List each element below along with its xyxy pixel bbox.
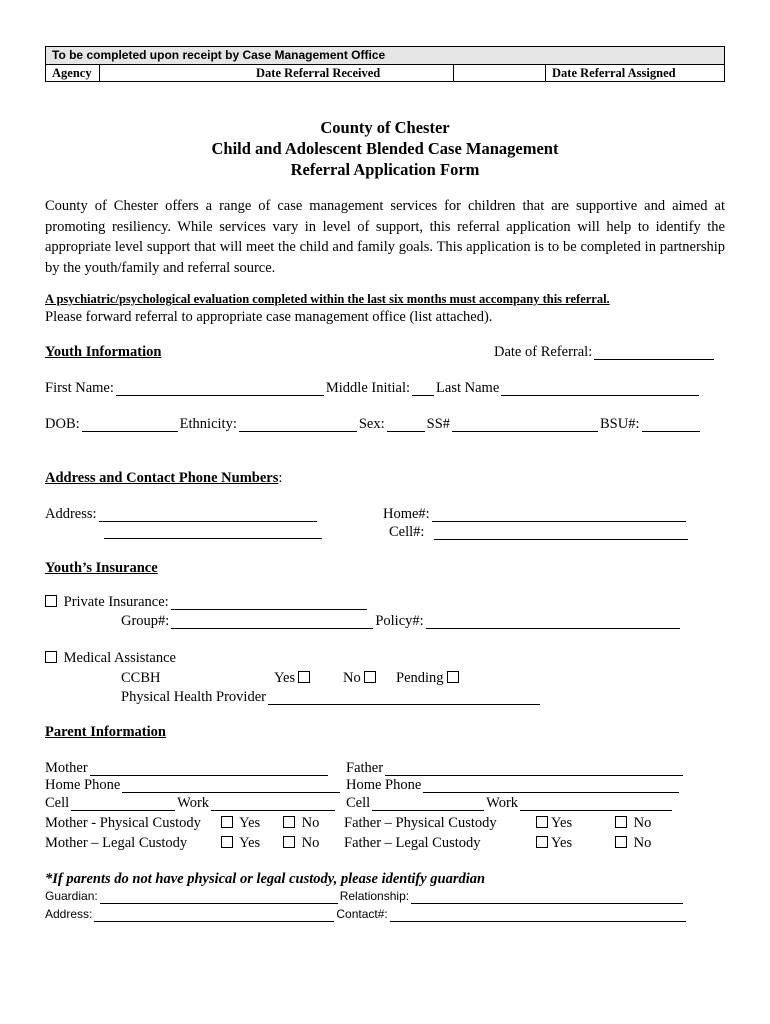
mother-legal-no-checkbox[interactable] [283, 836, 295, 848]
father-physical-no-checkbox[interactable] [615, 816, 627, 828]
office-use-heading: To be completed upon receipt by Case Management Office [46, 47, 724, 65]
ccbh-label: CCBH [121, 670, 161, 686]
father-home-phone-row [346, 777, 681, 794]
health-provider-row [121, 689, 542, 706]
ccbh-pending-label: Pending [396, 670, 444, 686]
date-of-referral-row [494, 344, 716, 361]
office-use-table [45, 46, 725, 82]
ccbh-pending-checkbox[interactable] [447, 671, 459, 683]
address-line1-input[interactable] [99, 507, 317, 522]
father-legal-yes-checkbox[interactable] [536, 836, 548, 848]
mother-label: Mother [45, 760, 88, 776]
agency-cell[interactable] [46, 65, 100, 82]
father-physical-no-label: No [633, 815, 652, 831]
mother-physical-no [280, 815, 319, 832]
date-of-referral-label: Date of Referral: [494, 344, 593, 360]
dob-label: DOB: [45, 416, 80, 432]
medical-assistance-label: Medical Assistance [63, 650, 176, 666]
mother-cell-label: Cell [45, 795, 70, 811]
mother-home-phone-row [45, 777, 342, 794]
ethnicity-input[interactable] [239, 417, 357, 432]
mother-physical-yes-checkbox[interactable] [221, 816, 233, 828]
father-physical-yes-label: Yes [551, 815, 573, 831]
mother-work-label: Work [177, 795, 210, 811]
group-input[interactable] [171, 614, 373, 629]
mother-physical-custody-label: Mother - Physical Custody [45, 815, 201, 831]
intro-paragraph: County of Chester offers a range of case management services for children that are supportive and aimed at promoting resiliency. While services vary in level of support, this referral application will help to identify the appropriate level support that will meet the child and family goals. This application is to be completed in partnership by the youth/family and referral source. [45, 198, 725, 276]
guardian-row [45, 889, 685, 904]
mother-legal-yes [218, 835, 260, 852]
dob-row [45, 416, 702, 433]
father-physical-no [612, 815, 651, 832]
father-label: Father [346, 760, 384, 776]
father-physical-yes-checkbox[interactable] [536, 816, 548, 828]
father-home-phone-input[interactable] [423, 778, 679, 793]
first-name-label: First Name: [45, 380, 114, 396]
date-received-label: Date Referral Received [256, 66, 381, 80]
father-row [346, 760, 685, 777]
mother-physical-yes-label: Yes [239, 815, 261, 831]
father-cell-work-row [346, 795, 674, 812]
address-row-1 [45, 506, 319, 523]
agency-label: Agency [52, 66, 92, 80]
mother-physical-yes [218, 815, 260, 832]
date-received-cell[interactable] [100, 65, 454, 82]
mother-input[interactable] [90, 761, 328, 776]
guardian-note: *If parents do not have physical or legal custody, please identify guardian [45, 871, 486, 887]
father-physical-custody-label: Father – Physical Custody [344, 815, 497, 831]
name-row [45, 380, 701, 397]
mother-cell-input[interactable] [71, 796, 175, 811]
health-provider-input[interactable] [268, 690, 540, 705]
home-number-label: Home#: [383, 506, 430, 522]
contact-input[interactable] [390, 907, 686, 922]
father-legal-no-label: No [633, 835, 652, 851]
ccbh-yes-option [274, 670, 313, 687]
address-heading [45, 470, 282, 487]
date-assigned-cell[interactable] [546, 65, 724, 82]
cell-number-label: Cell#: [389, 524, 425, 540]
title-form: Referral Application Form [290, 160, 480, 179]
mother-home-phone-label: Home Phone [45, 777, 121, 793]
father-cell-label: Cell [346, 795, 371, 811]
ccbh-yes-label: Yes [274, 670, 296, 686]
relationship-input[interactable] [411, 889, 683, 904]
address-heading-colon: : [278, 470, 283, 486]
cell-phone-row [389, 524, 690, 541]
mother-physical-no-checkbox[interactable] [283, 816, 295, 828]
date-of-referral-input[interactable] [594, 345, 714, 360]
relationship-label: Relationship: [339, 889, 410, 903]
medical-assistance-row [45, 650, 176, 667]
forward-instruction: Please forward referral to appropriate case management office (list attached). [45, 309, 493, 325]
guardian-input[interactable] [100, 889, 338, 904]
guardian-address-row [45, 907, 688, 922]
title-program: Child and Adolescent Blended Case Management [211, 139, 559, 158]
middle-initial-input[interactable] [412, 381, 434, 396]
private-insurance-label: Private Insurance: [63, 594, 169, 610]
father-work-label: Work [486, 795, 519, 811]
address-line2-input[interactable] [104, 524, 322, 539]
ccbh-no-label: No [343, 670, 361, 686]
father-legal-yes-label: Yes [551, 835, 573, 851]
policy-input[interactable] [426, 614, 680, 629]
policy-label: Policy#: [375, 613, 424, 629]
ccbh-yes-checkbox[interactable] [298, 671, 310, 683]
sex-input[interactable] [387, 417, 425, 432]
private-insurance-input[interactable] [171, 595, 367, 610]
address-label: Address: [45, 506, 97, 522]
ss-input[interactable] [452, 417, 598, 432]
dob-input[interactable] [82, 417, 178, 432]
last-name-label: Last Name [436, 380, 500, 396]
group-label: Group#: [121, 613, 170, 629]
mother-row [45, 760, 330, 777]
father-legal-custody-label: Father – Legal Custody [344, 835, 481, 851]
mother-work-input[interactable] [211, 796, 335, 811]
sex-label: Sex: [358, 416, 385, 432]
home-number-input[interactable] [432, 507, 686, 522]
father-work-input[interactable] [520, 796, 672, 811]
home-phone-row [383, 506, 688, 523]
father-legal-yes [536, 835, 572, 852]
father-home-phone-label: Home Phone [346, 777, 422, 793]
blank-cell[interactable] [454, 65, 546, 82]
health-provider-label: Physical Health Provider [121, 689, 266, 705]
mother-legal-yes-label: Yes [239, 835, 261, 851]
medical-assistance-checkbox[interactable] [45, 651, 57, 663]
cell-number-input[interactable] [434, 525, 688, 540]
father-physical-yes [536, 815, 572, 832]
group-policy-row [121, 613, 682, 630]
mother-legal-custody-label: Mother – Legal Custody [45, 835, 188, 851]
bsu-label: BSU#: [600, 416, 640, 432]
father-cell-input[interactable] [372, 796, 484, 811]
first-name-input[interactable] [116, 381, 324, 396]
mother-legal-no [280, 835, 319, 852]
father-legal-no [612, 835, 651, 852]
ccbh-no-option [343, 670, 379, 687]
mother-legal-no-label: No [301, 835, 320, 851]
ethnicity-label: Ethnicity: [179, 416, 237, 432]
insurance-heading: Youth’s Insurance [45, 560, 158, 576]
guardian-label: Guardian: [45, 889, 98, 903]
father-input[interactable] [385, 761, 683, 776]
father-legal-no-checkbox[interactable] [615, 836, 627, 848]
ccbh-pending-option [396, 670, 462, 687]
bsu-input[interactable] [642, 417, 700, 432]
last-name-input[interactable] [501, 381, 699, 396]
parent-info-heading: Parent Information [45, 724, 166, 740]
youth-info-heading: Youth Information [45, 344, 162, 360]
contact-label: Contact#: [336, 907, 388, 921]
date-assigned-label: Date Referral Assigned [552, 66, 676, 80]
mother-cell-work-row [45, 795, 337, 812]
mother-home-phone-input[interactable] [122, 778, 340, 793]
ss-label: SS# [426, 416, 451, 432]
title-county: County of Chester [320, 118, 450, 137]
private-insurance-row [45, 594, 369, 611]
ccbh-no-checkbox[interactable] [364, 671, 376, 683]
mother-legal-yes-checkbox[interactable] [221, 836, 233, 848]
middle-initial-label: Middle Initial: [325, 380, 411, 396]
evaluation-notice: A psychiatric/psychological evaluation completed within the last six months must accompany this referral. [45, 292, 610, 306]
guardian-address-input[interactable] [94, 907, 334, 922]
guardian-address-label: Address: [45, 907, 93, 921]
mother-physical-no-label: No [301, 815, 320, 831]
address-heading-text: Address and Contact Phone Numbers [45, 470, 279, 486]
private-insurance-checkbox[interactable] [45, 595, 57, 607]
